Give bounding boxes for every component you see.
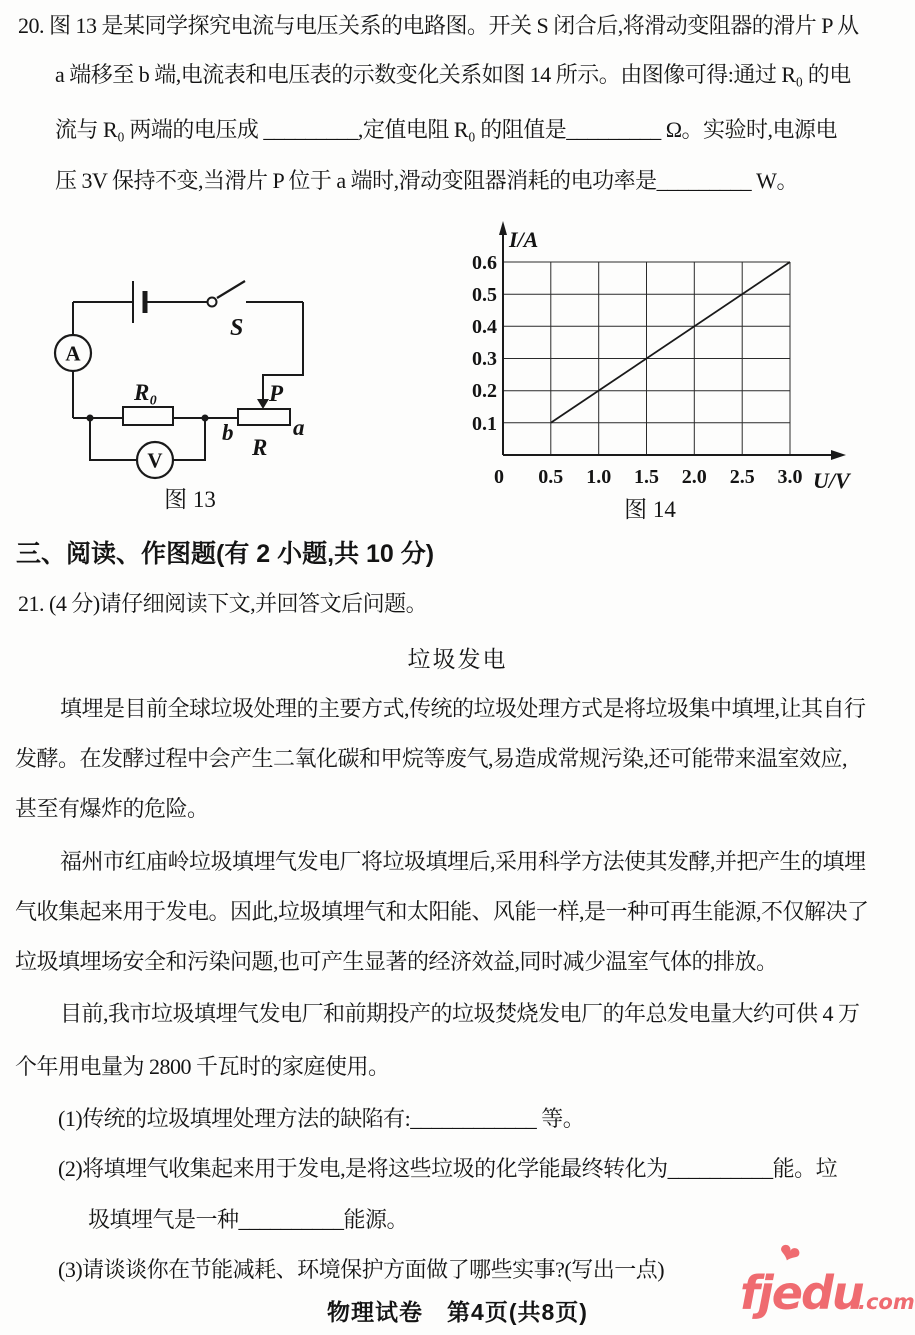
question-20-line: 压 3V 保持不变,当滑片 P 位于 a 端时,滑动变阻器消耗的电功率是_________ W。 [55, 168, 798, 193]
page-footer: 物理试卷 第4页(共8页) [327, 1299, 588, 1325]
heart-icon: ❤ [773, 1237, 805, 1273]
passage-title: 垃圾发电 [407, 647, 508, 672]
x-tick: 1.5 [634, 466, 659, 488]
section-3-heading: 三、阅读、作图题(有 2 小题,共 10 分) [16, 540, 435, 568]
x-axis-arrow-icon [831, 450, 846, 460]
passage-paragraph-3-line: 个年用电量为 2800 千瓦时的家庭使用。 [15, 1054, 390, 1079]
resistor-r0-symbol [123, 380, 173, 425]
y-tick-labels [472, 252, 497, 435]
x-tick: 0.5 [538, 466, 564, 488]
y-tick: 0.5 [472, 284, 497, 306]
y-axis-arrow-icon [499, 221, 507, 235]
question-21-intro: 21. (4 分)请仔细阅读下文,并回答文后问题。 [18, 591, 428, 616]
slider-arrow-icon [257, 399, 269, 409]
ammeter-symbol [55, 335, 91, 371]
terminal-b-label: b [222, 420, 234, 445]
question-20-line: a 端移至 b 端,电流表和电压表的示数变化关系如图 14 所示。由图像可得:通过 R₀ 的电 [55, 62, 851, 87]
junction-dot [202, 415, 209, 422]
battery-symbol [133, 281, 145, 323]
y-axis [499, 221, 507, 455]
passage-paragraph-1-line: 甚至有爆炸的危险。 [15, 796, 209, 821]
switch-symbol [208, 281, 246, 307]
y-axis-label: I/A [509, 227, 539, 252]
question-20-line: 20. 图 13 是某同学探究电流与电压关系的电路图。开关 S 闭合后,将滑动变阻器的滑片 P 从 [18, 13, 859, 38]
y-tick: 0.2 [472, 380, 497, 402]
y-tick: 0.3 [472, 348, 497, 370]
y-tick: 0.6 [472, 252, 497, 274]
fjedu-watermark-logo [740, 1237, 915, 1333]
x-tick: 0 [494, 466, 504, 488]
figure-14-caption: 图 14 [624, 497, 676, 522]
subquestion-3: (3)请谈谈你在节能减耗、环境保护方面做了哪些实事?(写出一点) [58, 1257, 665, 1282]
x-axis-label: U/V [813, 468, 850, 493]
junction-dot [87, 415, 94, 422]
data-line-i-u [551, 262, 790, 423]
resistor-r0-label: R₀ [134, 380, 158, 405]
x-axis [503, 450, 846, 460]
x-tick: 3.0 [777, 466, 803, 488]
watermark-brand-text: fjedu [740, 1266, 863, 1320]
x-tick: 2.0 [681, 466, 707, 488]
passage-paragraph-2-line: 福州市红庙岭垃圾填埋气发电厂将垃圾填埋后,采用科学方法使其发酵,并把产生的填埋 [60, 849, 866, 874]
passage-paragraph-1-line: 发酵。在发酵过程中会产生二氧化碳和甲烷等废气,易造成常规污染,还可能带来温室效应, [15, 746, 848, 771]
x-tick: 1.0 [586, 466, 612, 488]
y-tick: 0.1 [472, 413, 497, 435]
y-tick: 0.4 [472, 316, 497, 338]
figure-13-circuit-diagram [40, 243, 390, 533]
subquestion-1: (1)传统的垃圾填埋处理方法的缺陷有:____________ 等。 [58, 1106, 585, 1131]
question-20-line: 流与 R₀ 两端的电压成 _________,定值电阻 R₀ 的阻值是_________ Ω。实验时,电源电 [55, 117, 838, 142]
figure-14-graph [455, 213, 915, 525]
watermark-tld-text: .com [858, 1290, 915, 1314]
subquestion-2: (2)将填埋气收集起来用于发电,是将这些垃圾的化学能最终转化为__________能。垃 [58, 1156, 838, 1181]
ammeter-label: A [65, 341, 81, 366]
voltmeter-label: V [147, 448, 163, 473]
passage-paragraph-2-line: 垃圾填埋场安全和污染问题,也可产生显著的经济效益,同时减少温室气体的排放。 [15, 949, 778, 974]
passage-paragraph-2-line: 气收集起来用于发电。因此,垃圾填埋气和太阳能、风能一样,是一种可再生能源,不仅解决了 [15, 899, 869, 924]
x-tick-labels [494, 466, 803, 488]
passage-paragraph-3-line: 目前,我市垃圾填埋气发电厂和前期投产的垃圾焚烧发电厂的年总发电量大约可供 4 万 [60, 1001, 860, 1026]
voltmeter-symbol [137, 442, 173, 478]
x-tick: 2.5 [729, 466, 755, 488]
terminal-a-label: a [293, 415, 305, 440]
passage-paragraph-1-line: 填埋是目前全球垃圾处理的主要方式,传统的垃圾处理方式是将垃圾集中填埋,让其自行 [60, 696, 866, 721]
rheostat-label: R [252, 435, 268, 460]
figure-13-caption: 图 13 [164, 487, 216, 512]
slider-label: P [269, 381, 284, 406]
switch-label: S [230, 315, 244, 341]
subquestion-2-continued: 圾填埋气是一种__________能源。 [88, 1207, 409, 1232]
